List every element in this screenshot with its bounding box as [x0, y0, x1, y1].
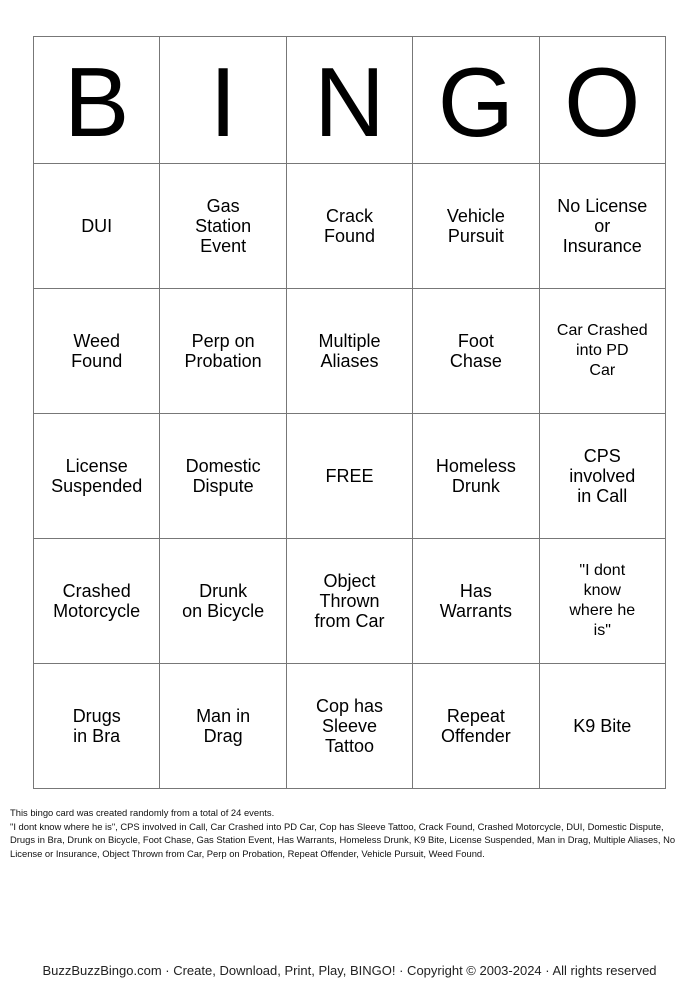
bingo-cell[interactable] [413, 289, 539, 414]
bingo-cell[interactable] [286, 164, 412, 289]
cell-label: Multiple Aliases [318, 331, 381, 371]
cell-label: Drunk on Bicycle [182, 581, 265, 621]
header-letter-g: G [413, 37, 539, 164]
cell-label: Object Thrown from Car [314, 571, 385, 631]
bingo-cell[interactable] [539, 539, 665, 664]
cell-label: Gas Station Event [195, 196, 252, 256]
cell-label: Domestic Dispute [185, 456, 261, 496]
header-letter-b: B [34, 37, 160, 164]
header-letter-n: N [286, 37, 412, 164]
cell-label: Has Warrants [439, 581, 513, 621]
bingo-cell[interactable] [34, 414, 160, 539]
bingo-header-row [34, 37, 666, 164]
bingo-cell[interactable] [160, 664, 286, 789]
bingo-cell[interactable] [413, 539, 539, 664]
card-info-event-list: "I dont know where he is", CPS involved in Call, Car Crashed into PD Car, Cop has Sleeve Tattoo, Crack Found, Crashed Motorcycle, DUI, Domestic Dispute, Drugs in Bra, Drunk on Bicycle, Foot Chase, Gas Station Event, Has Warrants, Homeless Drunk, K9 Bite, License Suspended, Man in Drag, Multiple Aliases, No License or Insurance, Object Thrown from Car, Perp on Probation, Repeat Offender, Vehicle Pursuit, Weed Found. [10, 820, 676, 859]
cell-label: FREE [325, 466, 374, 486]
cell-label: Vehicle Pursuit [446, 206, 505, 246]
cell-label: Perp on Probation [184, 331, 262, 371]
bingo-cell[interactable] [539, 164, 665, 289]
cell-label: Drugs in Bra [72, 706, 121, 746]
bingo-cell[interactable] [34, 664, 160, 789]
bingo-row-4 [34, 539, 666, 664]
cell-label: DUI [81, 216, 113, 236]
bingo-cell[interactable] [286, 664, 412, 789]
site-footer: BuzzBuzzBingo.com · Create, Download, Print, Play, BINGO! · Copyright © 2003-2024 · All rights reserved [42, 963, 657, 978]
free-space[interactable] [286, 414, 412, 539]
bingo-cell[interactable] [34, 289, 160, 414]
bingo-card [33, 36, 666, 789]
cell-label: No License or Insurance [557, 196, 648, 256]
bingo-cell[interactable] [539, 664, 665, 789]
cell-label: Crashed Motorcycle [53, 581, 141, 621]
bingo-row-2 [34, 289, 666, 414]
bingo-cell[interactable] [539, 414, 665, 539]
card-info-summary: This bingo card was created randomly from a total of 24 events. [10, 807, 275, 818]
cell-label: Crack Found [323, 206, 375, 246]
cell-label: Man in Drag [196, 706, 251, 746]
bingo-cell[interactable] [413, 164, 539, 289]
bingo-cell[interactable] [413, 664, 539, 789]
cell-label: CPS involved in Call [569, 446, 636, 506]
bingo-cell[interactable] [34, 164, 160, 289]
cell-label: Foot Chase [449, 331, 502, 371]
cell-label: Cop has Sleeve Tattoo [315, 696, 383, 756]
cell-label: License Suspended [51, 456, 143, 496]
bingo-row-1 [34, 164, 666, 289]
cell-label: Repeat Offender [441, 706, 511, 746]
bingo-cell[interactable] [34, 539, 160, 664]
cell-label: Car Crashed into PD Car [556, 322, 648, 379]
bingo-cell[interactable] [160, 164, 286, 289]
bingo-cell[interactable] [160, 289, 286, 414]
cell-label: K9 Bite [573, 716, 632, 736]
cell-label: "I dont know where he is" [569, 562, 636, 639]
bingo-cell[interactable] [160, 539, 286, 664]
card-info [10, 806, 688, 860]
header-letter-o: O [539, 37, 665, 164]
cell-label: Homeless Drunk [435, 456, 516, 496]
bingo-cell[interactable] [539, 289, 665, 414]
bingo-cell[interactable] [286, 539, 412, 664]
header-letter-i: I [160, 37, 286, 164]
bingo-row-3 [34, 414, 666, 539]
bingo-cell[interactable] [413, 414, 539, 539]
bingo-cell[interactable] [286, 289, 412, 414]
bingo-cell[interactable] [160, 414, 286, 539]
bingo-row-5 [34, 664, 666, 789]
cell-label: Weed Found [71, 331, 123, 371]
